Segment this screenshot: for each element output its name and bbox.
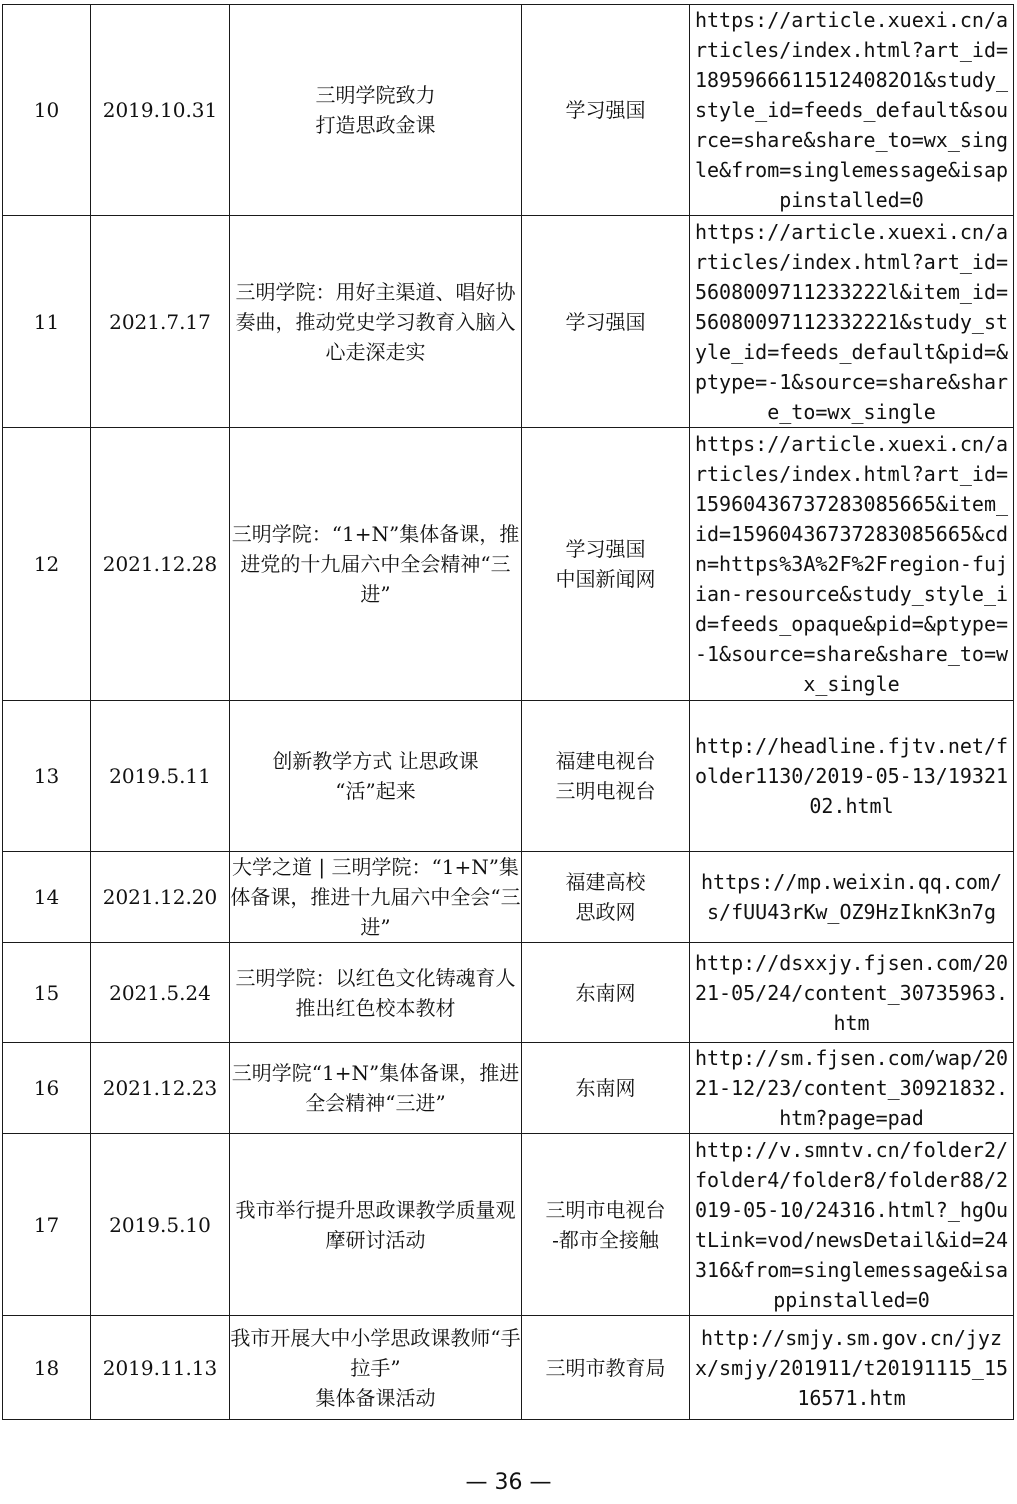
source-name: 学习强国 (565, 309, 646, 334)
row-number: 10 (3, 5, 91, 216)
source-name: 三明市教育局 (545, 1355, 666, 1380)
row-number: 11 (3, 216, 91, 428)
article-title (230, 216, 522, 428)
article-link[interactable] (690, 1043, 1014, 1134)
news-coverage-table (2, 4, 1014, 1420)
row-number: 14 (3, 852, 91, 943)
source-name: 福建电视台 (555, 749, 656, 773)
article-title (230, 852, 522, 943)
media-source (522, 428, 690, 701)
row-number: 18 (3, 1316, 91, 1420)
publish-date: 2021.7.17 (91, 216, 230, 428)
title-line: 我市开展大中小学思政课教师“手拉手” 集体备课活动 (230, 1325, 521, 1410)
article-title (230, 5, 522, 216)
publish-date: 2021.12.20 (91, 852, 230, 943)
media-source (522, 1043, 690, 1134)
article-link[interactable] (690, 943, 1014, 1043)
title-line: 三明学院：用好主渠道、唱好协奏曲，推动党史学习教育入脑入心走深走实 (235, 279, 516, 364)
media-source (522, 852, 690, 943)
url-text[interactable]: http://smjy.sm.gov.cn/jyzx/smjy/201911/t20191115_1516571.htm (694, 1325, 1009, 1410)
url-text[interactable]: http://v.smntv.cn/folder2/folder4/folder8/folder88/2019-05-10/24316.html?_hgOutLink=vod/newsDetail&id=24316&from=singlemessage&isappinstalled=0 (694, 1137, 1009, 1312)
media-source (522, 5, 690, 216)
title-line: 三明学院：以红色文化铸魂育人 推出红色校本教材 (235, 965, 516, 1020)
publish-date: 2019.11.13 (91, 1316, 230, 1420)
media-source (522, 1134, 690, 1316)
table-row (3, 943, 1014, 1043)
source-name: 福建高校 (565, 870, 646, 894)
row-number: 15 (3, 943, 91, 1043)
url-text[interactable]: https://article.xuexi.cn/articles/index.html?art_id=5608009711233222l&item_id=56080097112332221&study_style_id=feeds_default&pid=&ptype=-1&source=share&share_to=wx_single (694, 219, 1009, 424)
publish-date: 2021.5.24 (91, 943, 230, 1043)
source-name: 三明电视台 (555, 779, 656, 803)
page-number: — 36 — (465, 1470, 552, 1495)
table-row (3, 5, 1014, 216)
article-title (230, 701, 522, 852)
publish-date: 2021.12.28 (91, 428, 230, 701)
title-line: 大学之道 | 三明学院：“1+N”集体备课，推进十九届六中全会“三进” (230, 855, 521, 939)
source-name: 东南网 (575, 1076, 636, 1100)
url-text[interactable]: http://sm.fjsen.com/wap/2021-12/23/content_30921832.htm?page=pad (694, 1046, 1009, 1130)
table-row (3, 428, 1014, 701)
article-link[interactable] (690, 1134, 1014, 1316)
title-line: 创新教学方式 让思政课 “活”起来 (272, 749, 479, 803)
source-name: 学习强国 (565, 98, 646, 122)
table-row (3, 1134, 1014, 1316)
title-line: 我市举行提升思政课教学质量观摩研讨活动 (235, 1197, 516, 1252)
article-link[interactable] (690, 852, 1014, 943)
url-text[interactable]: https://article.xuexi.cn/articles/index.html?art_id=15960436737283085665&item_id=15960436737283085665&cdn=https%3A%2F%2Fregion-fujian-resource&study_style_id=feeds_opaque&pid=&ptype=-1&source=share&share_to=wx_single (694, 432, 1009, 696)
article-link[interactable] (690, 701, 1014, 852)
media-source (522, 701, 690, 852)
source-name: 中国新闻网 (555, 567, 656, 591)
article-title (230, 1134, 522, 1316)
media-source (522, 1316, 690, 1420)
title-line: 三明学院“1+N”集体备课，推进全会精神“三进” (231, 1061, 520, 1115)
article-title (230, 428, 522, 701)
source-name: -都市全接触 (552, 1227, 659, 1252)
article-link[interactable] (690, 5, 1014, 216)
title-line: 三明学院致力 打造思政金课 (315, 83, 436, 137)
media-source (522, 943, 690, 1043)
media-source (522, 216, 690, 428)
url-text[interactable]: https://article.xuexi.cn/articles/index.html?art_id=18959666115124082O1&study_style_id=feeds_default&source=share&share_to=wx_single&from=singlemessage&isappinstalled=0 (694, 8, 1009, 212)
table-row (3, 1316, 1014, 1420)
article-title (230, 1316, 522, 1420)
url-text[interactable]: http://headline.fjtv.net/folder1130/2019-05-13/1932102.html (694, 734, 1009, 818)
row-number: 16 (3, 1043, 91, 1134)
publish-date: 2019.5.11 (91, 701, 230, 852)
table-row (3, 216, 1014, 428)
article-title (230, 943, 522, 1043)
row-number: 13 (3, 701, 91, 852)
publish-date: 2021.12.23 (91, 1043, 230, 1134)
row-number: 12 (3, 428, 91, 701)
title-line: 三明学院：“1+N”集体备课，推进党的十九届六中全会精神“三进” (231, 522, 520, 606)
source-name: 三明市电视台 (545, 1197, 666, 1222)
source-name: 学习强国 (565, 537, 646, 561)
publish-date: 2019.5.10 (91, 1134, 230, 1316)
table-row (3, 1043, 1014, 1134)
publish-date: 2019.10.31 (91, 5, 230, 216)
source-name: 思政网 (575, 900, 636, 924)
url-text[interactable]: http://dsxxjy.fjsen.com/2021-05/24/content_30735963.htm (694, 950, 1009, 1035)
table-row (3, 852, 1014, 943)
source-name: 东南网 (575, 980, 636, 1005)
table-row (3, 701, 1014, 852)
url-text[interactable]: https://mp.weixin.qq.com/s/fUU43rKw_OZ9HzIknK3n7g (700, 870, 1003, 924)
article-title (230, 1043, 522, 1134)
article-link[interactable] (690, 1316, 1014, 1420)
row-number: 17 (3, 1134, 91, 1316)
article-link[interactable] (690, 216, 1014, 428)
article-link[interactable] (690, 428, 1014, 701)
